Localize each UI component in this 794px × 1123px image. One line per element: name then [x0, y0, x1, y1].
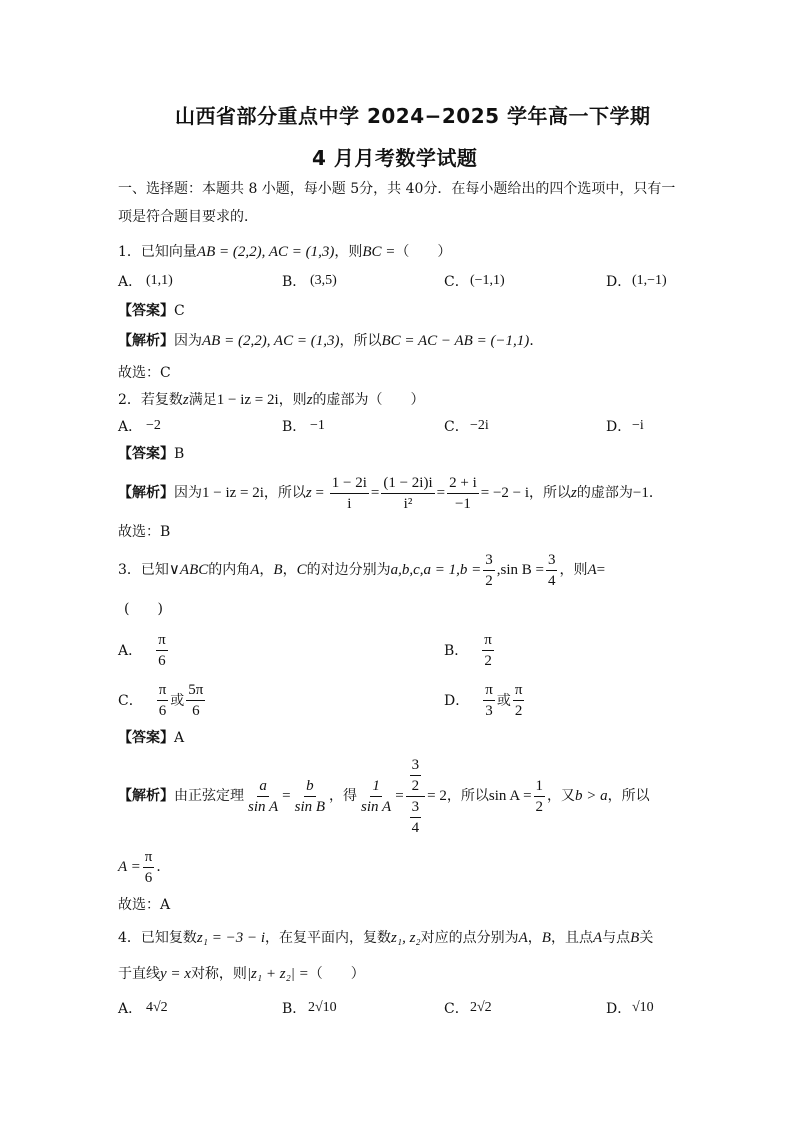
- q3-angle-b: B: [273, 562, 283, 578]
- q3-option-c-or: 或: [170, 692, 185, 709]
- q1-explanation-text-a: 因为: [174, 333, 202, 349]
- q3-explanation-fraction-b-den: sin B: [294, 798, 326, 815]
- q3-option-c: [118, 680, 207, 721]
- q3-explanation-label: 【解析】: [118, 788, 174, 804]
- q3-explanation-compound-den-fraction: [410, 797, 422, 838]
- q2-fraction-2: [381, 473, 434, 514]
- q1-option-b-label: B．: [282, 274, 307, 290]
- q3-explanation-half-num: 1: [534, 776, 546, 797]
- q3-option-c-num-1: π: [157, 680, 169, 701]
- q2-var-z-2: z: [306, 392, 313, 408]
- q2-stem-b: 满足: [188, 392, 217, 408]
- q3-option-b-fraction: [482, 630, 494, 671]
- q3-explanation-half-den: 2: [535, 798, 544, 815]
- section-instruction-line-1: 一、选择题：本题共 8 小题，每小题 5分，共 40分．在每小题给出的四个选项中，只有一: [118, 181, 676, 197]
- q2-option-d-label: D．: [606, 419, 632, 435]
- q2-option-b-label: B．: [282, 419, 307, 435]
- q2-stem-d: 的虚部为（ ）: [312, 392, 425, 408]
- q4-line-eq: y = x: [160, 966, 191, 982]
- q1-explanation-text-c: ．: [529, 333, 544, 349]
- q3-option-b: [444, 630, 496, 671]
- q4-stem-d: ，且点: [550, 930, 593, 946]
- q2-choice-value: B: [160, 524, 171, 540]
- q4-option-c-value: 2√2: [470, 1000, 492, 1015]
- q1-option-d-label: D．: [606, 274, 632, 290]
- q2-fraction-2-den: i²: [403, 495, 413, 512]
- q1-number: 1．: [118, 244, 141, 260]
- q1-option-b-value: (3,5): [310, 273, 337, 288]
- q4-z1-z2: z₁, z₂: [391, 930, 421, 946]
- q2-fraction-2-num: (1 − 2i)i: [381, 473, 434, 494]
- section-instruction-line-2: 项是符合题目要求的．: [118, 209, 258, 225]
- q3-explanation-text-a: 由正弦定理: [174, 788, 244, 804]
- q2-answer: [118, 444, 184, 464]
- q3-explanation-inequality: b > a: [575, 788, 608, 804]
- q3-sinb: ,sin B =: [496, 562, 544, 578]
- q3-result-dot: ．: [156, 859, 171, 875]
- q2-stem-c: ，则: [278, 392, 307, 408]
- q3-option-d-fraction-2: [513, 680, 525, 721]
- q3-option-d-num-2: π: [513, 680, 525, 701]
- q3-number: 3．: [118, 562, 141, 578]
- q4-point-a-2: A: [592, 930, 603, 946]
- q2-explanation-value: −1: [632, 485, 649, 501]
- q1-stem-a: 已知向量: [140, 244, 197, 260]
- q1-answer-label: 【答案】: [118, 303, 174, 319]
- q2-option-a-label: A．: [118, 419, 143, 435]
- q3-option-d-fraction-1: [483, 680, 495, 721]
- question-3: 3． 已知 ∨ABC 的内角 A ， B ， C 的对边分别为 a,b,c,a = 1,b = $\frac{3}{2}$ ,sin B = $\frac{3}{4}$ ，则 A =: [118, 551, 606, 589]
- q3-result-den: 6: [144, 869, 153, 886]
- q2-number: 2．: [118, 392, 141, 408]
- q1-choice: [118, 363, 171, 383]
- q3-option-c-den-2: 6: [192, 703, 200, 719]
- q1-option-c-label: C．: [444, 274, 469, 290]
- q1-answer: [118, 301, 185, 321]
- q1-option-a-label: A．: [118, 274, 143, 290]
- q2-explanation-equation: 1 − iz = 2i: [202, 485, 264, 501]
- q3-choice-value: A: [160, 897, 171, 913]
- q3-option-c-den-1: 6: [158, 703, 167, 719]
- q4-number: 4．: [118, 930, 141, 946]
- q3-stem-d: ，则: [559, 562, 588, 578]
- q1-explanation-math-1: AB = (2,2), AC = (1,3): [202, 333, 340, 349]
- q3-explanation-equals-2: = 2: [427, 788, 447, 804]
- q1-option-a-value: (1,1): [146, 273, 173, 288]
- q4-point-b-2: B: [630, 930, 640, 946]
- q3-fraction-sinb: [546, 550, 558, 591]
- q1-choice-value: C: [160, 365, 171, 381]
- q2-answer-value: B: [174, 446, 185, 462]
- q3-conditions: a,b,c,a = 1,b =: [390, 562, 482, 578]
- q2-choice: [118, 522, 170, 542]
- q2-equation: 1 − iz = 2i: [216, 392, 279, 408]
- q3-explanation-fraction-sina: [359, 776, 393, 817]
- q1-option-c-value: (−1,1): [470, 273, 505, 288]
- question-2: [118, 390, 425, 410]
- q2-explanation-label: 【解析】: [118, 485, 174, 501]
- q3-option-d-num-1: π: [483, 680, 495, 701]
- q2-fraction-1: [330, 473, 369, 514]
- title-line-2: 4 月月考数学试题: [312, 146, 478, 170]
- q3-option-d-den-2: 2: [514, 703, 523, 719]
- q3-explanation-fraction-a: [246, 776, 280, 817]
- q2-fraction-3-den: −1: [454, 495, 471, 512]
- q4-stem-f: 关: [639, 930, 654, 946]
- q2-explanation-z-2: z: [571, 485, 577, 501]
- q3-fraction-b-den: 2: [485, 572, 493, 589]
- q3-compound-num-num: 3: [410, 755, 422, 776]
- q3-result: [118, 846, 170, 888]
- q2-explanation-text-a: 因为: [174, 485, 202, 501]
- q3-explanation-compound-den: [406, 797, 426, 838]
- q2-option-a-value: −2: [146, 418, 161, 433]
- q3-result-num: π: [143, 847, 155, 868]
- q1-explanation-text-b: ，所以: [339, 333, 382, 349]
- q4-line2-b: 对称，则: [190, 966, 247, 982]
- q4-abs-expression: |z₁ + z₂| =: [246, 966, 309, 982]
- q3-compound-den-num: 3: [410, 797, 422, 818]
- q3-option-b-num: π: [482, 630, 494, 651]
- q3-angle-a: A: [250, 562, 260, 578]
- q3-explanation-text-c: ，所以: [446, 788, 489, 804]
- question-4-line-2: [118, 964, 365, 984]
- q3-parentheses: ( ): [124, 601, 163, 617]
- q3-explanation-compound-num: [406, 755, 426, 797]
- q4-line2-a: 于直线: [118, 966, 160, 982]
- q1-answer-value: C: [174, 303, 185, 319]
- q4-option-a-value: 4√2: [146, 1000, 168, 1015]
- q3-explanation-compound-fraction: [406, 755, 426, 838]
- q2-option-d-value: −i: [632, 418, 644, 433]
- q2-stem-a: 若复数: [140, 392, 183, 408]
- q3-option-d: [444, 680, 526, 721]
- q3-answer: [118, 728, 184, 748]
- q3-option-a: [118, 630, 170, 671]
- q3-angle-c: C: [296, 562, 307, 578]
- q1-explanation: [118, 331, 543, 351]
- q3-explanation-sina: sin A =: [488, 788, 532, 804]
- q3-answer-value: A: [174, 730, 185, 746]
- q2-explanation-text-d: 的虚部为: [576, 485, 633, 501]
- q4-point-b: B: [541, 930, 551, 946]
- q4-option-d-label: D．: [606, 1001, 632, 1017]
- q3-option-a-fraction: [156, 630, 168, 671]
- q3-option-b-den: 2: [484, 653, 492, 669]
- q3-option-c-fraction-1: [157, 680, 169, 721]
- q3-result-lhs: A =: [118, 859, 141, 875]
- q4-stem-e: 与点: [602, 930, 631, 946]
- q4-option-b-value: 2√10: [308, 1000, 337, 1015]
- q3-explanation-fraction-b: [293, 776, 327, 817]
- q3-option-a-num: π: [156, 630, 168, 651]
- q3-stem-c: 的对边分别为: [306, 562, 391, 578]
- q3-result-fraction: [143, 847, 155, 888]
- q3-explanation: 【解析】 由正弦定理 $\frac{a}{\text{sin A}}$ = $\frac{b}{\text{sin B}}$ ，得 $\frac{1}{\text{sin A}}$ = $\frac{\frac{3}{2}}{\frac{3}{4}}$ = 2 ，所以 sin A = $\frac{1}{2}$ ，又 b > a ，所以: [118, 756, 650, 836]
- q2-explanation-z: z: [305, 485, 312, 501]
- q1-explanation-math-2: BC = AC − AB = (−1,1): [381, 333, 530, 349]
- q3-fraction-sinb-den: 4: [547, 572, 556, 589]
- q4-option-d-value: √10: [632, 1000, 654, 1015]
- q3-fraction-sinb-num: 3: [546, 550, 558, 571]
- q3-stem-b: 的内角: [208, 562, 251, 578]
- q3-triangle: ∨ABC: [168, 562, 209, 578]
- q3-explanation-fraction-a-num: a: [257, 776, 269, 797]
- q2-option-c-label: C．: [444, 419, 469, 435]
- q3-option-a-den: 6: [158, 653, 166, 669]
- q2-explanation: 【解析】 因为 1 − iz = 2i ，所以 z = $\frac{1 - 2i}{i}$ = $\frac{(1 - 2i)i}{\text{i²}}$ = $\frac{2 + i}{-1}$ = −2 − i ，所以 z 的虚部为 −1 ．: [118, 474, 663, 512]
- q1-option-d-value: (1,−1): [632, 273, 667, 288]
- q2-option-b-value: −1: [310, 418, 325, 433]
- question-4: 4．已知复数z₁ = −3 − i，在复平面内，复数z₁, z₂对应的点分别为A，B，且点A与点B关: [118, 930, 654, 946]
- q2-explanation-result: = −2 − i: [480, 485, 530, 501]
- title-line-1: 山西省部分重点中学 2024−2025 学年高一下学期: [175, 104, 651, 128]
- q3-explanation-fraction-a-den: sin A: [248, 798, 279, 815]
- q3-option-d-or: 或: [496, 692, 511, 709]
- q2-explanation-text-c: ，所以: [529, 485, 572, 501]
- q2-fraction-1-den: i: [347, 495, 352, 512]
- q2-fraction-3: [447, 473, 479, 514]
- q4-point-a: A: [518, 930, 528, 946]
- q3-option-c-label: C．: [118, 692, 143, 709]
- q4-stem-a: 已知复数: [140, 930, 197, 946]
- q3-fraction-b: [483, 550, 495, 591]
- q4-z1: z₁ = −3 − i: [196, 930, 266, 946]
- q3-target-a: A: [587, 562, 597, 578]
- q4-option-b-label: B．: [282, 1001, 307, 1017]
- q3-compound-den-den: 4: [411, 819, 420, 836]
- q2-option-c-value: −2i: [470, 418, 489, 433]
- q4-option-c-label: C．: [444, 1001, 469, 1017]
- question-1: [118, 242, 451, 262]
- q2-fraction-1-num: 1 − 2i: [330, 473, 369, 494]
- q2-fraction-3-num: 2 + i: [447, 473, 479, 494]
- q3-answer-label: 【答案】: [118, 730, 174, 746]
- q3-option-c-fraction-2: [186, 680, 205, 721]
- q3-explanation-half: [534, 776, 546, 817]
- q2-choice-label: 故选：: [118, 524, 160, 540]
- q3-compound-num-den: 2: [411, 777, 420, 794]
- q3-option-d-den-1: 3: [485, 703, 493, 719]
- q3-option-a-label: A．: [118, 642, 143, 659]
- q4-line2-c: （ ）: [308, 966, 365, 982]
- q3-choice-label: 故选：: [118, 897, 160, 913]
- q3-fraction-b-num: 3: [483, 550, 495, 571]
- q3-explanation-text-e: ，所以: [607, 788, 650, 804]
- q4-option-a-label: A．: [118, 1001, 143, 1017]
- q3-explanation-compound-num-fraction: [410, 755, 422, 796]
- q3-explanation-fraction-sina-num: 1: [370, 776, 382, 797]
- q1-explanation-label: 【解析】: [118, 333, 174, 349]
- q3-choice: [118, 895, 170, 915]
- q4-stem-c: 对应的点分别为: [420, 930, 519, 946]
- q1-stem-c: （ ）: [395, 244, 452, 260]
- q1-target-vector: BC =: [362, 244, 396, 260]
- q3-option-c-num-2: 5π: [186, 680, 205, 701]
- q3-explanation-text-d: ，又: [547, 788, 576, 804]
- q3-stem-a: 已知: [140, 562, 169, 578]
- q1-stem-b: ，则: [334, 244, 363, 260]
- q2-var-z: z: [182, 392, 189, 408]
- q3-explanation-text-b: ，得: [329, 788, 358, 804]
- q2-explanation-text-b: ，所以: [263, 485, 306, 501]
- q3-explanation-fraction-sina-den: sin A: [361, 798, 392, 815]
- q3-explanation-fraction-b-num: b: [304, 776, 316, 797]
- q1-given-vectors: AB = (2,2), AC = (1,3): [196, 244, 335, 260]
- q3-option-b-label: B．: [444, 642, 469, 659]
- q1-choice-label: 故选：: [118, 365, 160, 381]
- q3-option-d-label: D．: [444, 692, 470, 709]
- q4-stem-b: ，在复平面内，复数: [265, 930, 392, 946]
- q2-answer-label: 【答案】: [118, 446, 174, 462]
